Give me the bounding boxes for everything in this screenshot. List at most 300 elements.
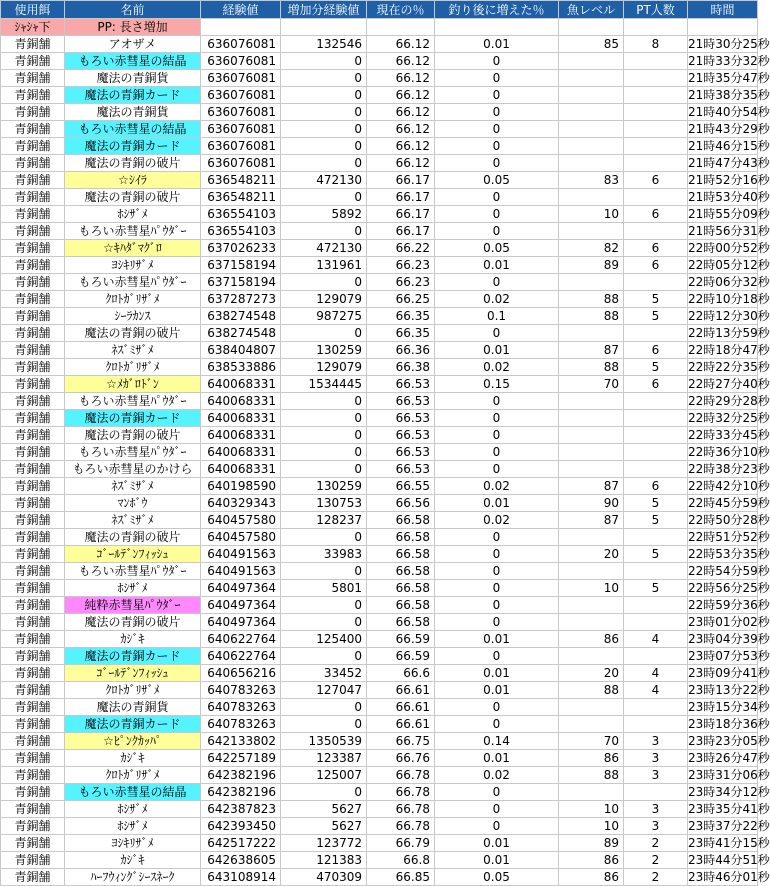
time-cell[interactable]: 22時06分32秒	[688, 275, 770, 289]
gain-cell[interactable]: 0	[281, 427, 367, 444]
inc-cell[interactable]: 0.01	[435, 750, 559, 767]
pct-cell[interactable]: 66.25	[367, 291, 435, 308]
exp-cell[interactable]: 636076081	[201, 36, 281, 53]
bait-cell[interactable]: 青銅舗	[1, 444, 65, 461]
gain-cell[interactable]: 0	[281, 716, 367, 733]
time-cell[interactable]: 21時33分32秒	[688, 54, 770, 68]
pt-cell[interactable]: 6	[624, 478, 688, 495]
pct-cell[interactable]: 66.53	[367, 376, 435, 393]
exp-cell[interactable]: 640783263	[201, 699, 281, 716]
gain-cell[interactable]: 0	[281, 444, 367, 461]
gain-cell[interactable]: 129079	[281, 291, 367, 308]
exp-cell[interactable]: 643108914	[201, 869, 281, 886]
pt-cell[interactable]	[624, 104, 688, 121]
bait-cell[interactable]: 青銅舗	[1, 580, 65, 597]
lvl-cell[interactable]	[559, 274, 624, 291]
time-cell[interactable]: 23時34分12秒	[688, 785, 770, 799]
lvl-cell[interactable]	[559, 614, 624, 631]
inc-cell[interactable]: 0	[435, 529, 559, 546]
pt-cell[interactable]: 3	[624, 733, 688, 750]
pt-cell[interactable]	[624, 784, 688, 801]
pt-cell[interactable]	[624, 614, 688, 631]
inc-cell[interactable]: 0	[435, 546, 559, 563]
gain-cell[interactable]: 0	[281, 87, 367, 104]
pt-cell[interactable]	[624, 597, 688, 614]
inc-cell[interactable]: 0	[435, 325, 559, 342]
header-inc[interactable]: 釣り後に増えた％	[435, 1, 559, 19]
gain-cell[interactable]: 130753	[281, 495, 367, 512]
pct-cell[interactable]: 66.17	[367, 206, 435, 223]
name-cell[interactable]: 魔法の青銅の破片	[65, 529, 201, 546]
pt-cell[interactable]: 8	[624, 36, 688, 53]
lvl-cell[interactable]	[559, 716, 624, 733]
pt-cell[interactable]: 6	[624, 376, 688, 393]
pct-cell[interactable]: 66.35	[367, 325, 435, 342]
name-cell[interactable]: ☆ﾒｶﾞﾛﾄﾞﾝ	[65, 376, 201, 393]
table-cell[interactable]	[624, 19, 688, 36]
bait-cell[interactable]: 青銅舗	[1, 240, 65, 257]
table-cell[interactable]	[367, 19, 435, 36]
gain-cell[interactable]: 472130	[281, 240, 367, 257]
time-cell[interactable]: 22時36分10秒	[688, 445, 770, 459]
exp-cell[interactable]: 636076081	[201, 138, 281, 155]
inc-cell[interactable]: 0	[435, 138, 559, 155]
gain-cell[interactable]: 0	[281, 223, 367, 240]
bait-cell[interactable]: 青銅舗	[1, 512, 65, 529]
pt-cell[interactable]	[624, 53, 688, 70]
time-cell[interactable]: 21時46分15秒	[688, 139, 770, 153]
pt-cell[interactable]: 2	[624, 852, 688, 869]
lvl-cell[interactable]	[559, 393, 624, 410]
pct-cell[interactable]: 66.17	[367, 172, 435, 189]
lvl-cell[interactable]: 87	[559, 512, 624, 529]
gain-cell[interactable]: 132546	[281, 36, 367, 53]
pct-cell[interactable]: 66.85	[367, 869, 435, 886]
bait-cell[interactable]: 青銅舗	[1, 359, 65, 376]
lvl-cell[interactable]	[559, 529, 624, 546]
name-cell[interactable]: ｸﾛﾄｶﾞﾘｻﾞﾒ	[65, 359, 201, 376]
bait-cell[interactable]: 青銅舗	[1, 410, 65, 427]
time-cell[interactable]: 21時30分25秒	[688, 37, 770, 51]
time-cell[interactable]: 23時37分22秒	[688, 819, 770, 833]
pct-cell[interactable]: 66.53	[367, 393, 435, 410]
inc-cell[interactable]: 0.01	[435, 665, 559, 682]
lvl-cell[interactable]: 20	[559, 665, 624, 682]
inc-cell[interactable]: 0.01	[435, 835, 559, 852]
bait-cell[interactable]: 青銅舗	[1, 478, 65, 495]
exp-cell[interactable]: 640068331	[201, 461, 281, 478]
inc-cell[interactable]: 0	[435, 274, 559, 291]
bait-cell[interactable]: 青銅舗	[1, 767, 65, 784]
bait-cell[interactable]: 青銅舗	[1, 852, 65, 869]
pt-cell[interactable]	[624, 87, 688, 104]
lvl-cell[interactable]	[559, 444, 624, 461]
pt-cell[interactable]	[624, 563, 688, 580]
exp-cell[interactable]: 640068331	[201, 393, 281, 410]
gain-cell[interactable]: 127047	[281, 682, 367, 699]
time-cell[interactable]: 21時56分31秒	[688, 224, 770, 238]
pt-cell[interactable]	[624, 699, 688, 716]
pt-cell[interactable]: 3	[624, 750, 688, 767]
exp-cell[interactable]: 636554103	[201, 223, 281, 240]
pt-cell[interactable]	[624, 461, 688, 478]
exp-cell[interactable]: 636076081	[201, 155, 281, 172]
exp-cell[interactable]: 636076081	[201, 121, 281, 138]
inc-cell[interactable]: 0	[435, 189, 559, 206]
bait-cell[interactable]: 青銅舗	[1, 70, 65, 87]
bait-cell[interactable]: 青銅舗	[1, 376, 65, 393]
gain-cell[interactable]: 5627	[281, 801, 367, 818]
time-cell[interactable]: 22時59分36秒	[688, 598, 770, 612]
lvl-cell[interactable]	[559, 155, 624, 172]
name-cell[interactable]: ﾈｽﾞﾐｻﾞﾒ	[65, 342, 201, 359]
bait-cell[interactable]: 青銅舗	[1, 818, 65, 835]
name-cell[interactable]: ｶｼﾞｷ	[65, 852, 201, 869]
inc-cell[interactable]: 0.15	[435, 376, 559, 393]
lvl-cell[interactable]	[559, 410, 624, 427]
inc-cell[interactable]: 0	[435, 648, 559, 665]
pct-cell[interactable]: 66.58	[367, 563, 435, 580]
name-cell[interactable]: 魔法の青銅カード	[65, 138, 201, 155]
gain-cell[interactable]: 987275	[281, 308, 367, 325]
inc-cell[interactable]: 0	[435, 53, 559, 70]
inc-cell[interactable]: 0.01	[435, 495, 559, 512]
time-cell[interactable]: 22時18分47秒	[688, 343, 770, 357]
bait-cell[interactable]: 青銅舗	[1, 835, 65, 852]
inc-cell[interactable]: 0.02	[435, 767, 559, 784]
name-cell[interactable]: もろい赤彗星の結晶	[65, 53, 201, 70]
name-cell[interactable]: もろい赤彗星のかけら	[65, 461, 201, 478]
exp-cell[interactable]: 636076081	[201, 87, 281, 104]
name-cell[interactable]: ｺﾞｰﾙﾃﾞﾝﾌｨｯｼｭ	[65, 665, 201, 682]
header-name[interactable]: 名前	[65, 1, 201, 19]
pt-cell[interactable]: 5	[624, 359, 688, 376]
lvl-cell[interactable]: 89	[559, 835, 624, 852]
exp-cell[interactable]: 640497364	[201, 597, 281, 614]
bait-cell[interactable]: 青銅舗	[1, 665, 65, 682]
gain-cell[interactable]: 121383	[281, 852, 367, 869]
header-pt[interactable]: PT人数	[624, 1, 688, 19]
gain-cell[interactable]: 125007	[281, 767, 367, 784]
exp-cell[interactable]: 638274548	[201, 308, 281, 325]
inc-cell[interactable]: 0	[435, 801, 559, 818]
gain-cell[interactable]: 125400	[281, 631, 367, 648]
time-cell[interactable]: 23時23分05秒	[688, 734, 770, 748]
pt-cell[interactable]	[624, 325, 688, 342]
bait-cell[interactable]: 青銅舗	[1, 546, 65, 563]
exp-cell[interactable]: 640656216	[201, 665, 281, 682]
gain-cell[interactable]: 130259	[281, 478, 367, 495]
bait-cell[interactable]: 青銅舗	[1, 699, 65, 716]
time-cell[interactable]: 21時47分43秒	[688, 156, 770, 170]
inc-cell[interactable]: 0	[435, 121, 559, 138]
time-cell[interactable]: 22時51分52秒	[688, 530, 770, 544]
lvl-cell[interactable]	[559, 325, 624, 342]
exp-cell[interactable]: 638274548	[201, 325, 281, 342]
name-cell[interactable]: もろい赤彗星ﾊﾟｳﾀﾞｰ	[65, 393, 201, 410]
gain-cell[interactable]: 5801	[281, 580, 367, 597]
lvl-cell[interactable]: 87	[559, 342, 624, 359]
inc-cell[interactable]: 0	[435, 444, 559, 461]
inc-cell[interactable]: 0.02	[435, 512, 559, 529]
lvl-cell[interactable]: 88	[559, 291, 624, 308]
inc-cell[interactable]: 0.1	[435, 308, 559, 325]
gain-cell[interactable]: 33983	[281, 546, 367, 563]
inc-cell[interactable]: 0	[435, 563, 559, 580]
time-cell[interactable]: 22時22分35秒	[688, 360, 770, 374]
gain-cell[interactable]: 0	[281, 784, 367, 801]
name-cell[interactable]: ｶｼﾞｷ	[65, 750, 201, 767]
pt-cell[interactable]: 6	[624, 240, 688, 257]
lvl-cell[interactable]: 86	[559, 852, 624, 869]
name-cell[interactable]: 魔法の青銅の破片	[65, 427, 201, 444]
gain-cell[interactable]: 130259	[281, 342, 367, 359]
name-cell[interactable]: ﾎｼｻﾞﾒ	[65, 580, 201, 597]
time-cell[interactable]: 22時54分59秒	[688, 564, 770, 578]
name-cell[interactable]: 純粋赤彗星ﾊﾟｳﾀﾞｰ	[65, 597, 201, 614]
bait-cell[interactable]: 青銅舗	[1, 597, 65, 614]
header-time[interactable]: 時間	[688, 1, 758, 19]
gain-cell[interactable]: 0	[281, 461, 367, 478]
exp-cell[interactable]: 642133802	[201, 733, 281, 750]
name-cell[interactable]: ﾈｽﾞﾐｻﾞﾒ	[65, 512, 201, 529]
bait-cell[interactable]: 青銅舗	[1, 138, 65, 155]
exp-cell[interactable]: 637158194	[201, 257, 281, 274]
gain-cell[interactable]: 128237	[281, 512, 367, 529]
gain-cell[interactable]: 0	[281, 699, 367, 716]
time-cell[interactable]: 22時53分35秒	[688, 547, 770, 561]
exp-cell[interactable]: 642257189	[201, 750, 281, 767]
lvl-cell[interactable]	[559, 104, 624, 121]
bait-cell[interactable]: 青銅舗	[1, 36, 65, 53]
name-cell[interactable]: 魔法の青銅カード	[65, 716, 201, 733]
inc-cell[interactable]: 0	[435, 410, 559, 427]
pct-cell[interactable]: 66.78	[367, 818, 435, 835]
exp-cell[interactable]: 640783263	[201, 716, 281, 733]
bait-cell[interactable]: 青銅舗	[1, 495, 65, 512]
name-cell[interactable]: ｺﾞｰﾙﾃﾞﾝﾌｨｯｼｭ	[65, 546, 201, 563]
bait-cell[interactable]: 青銅舗	[1, 87, 65, 104]
exp-cell[interactable]: 642387823	[201, 801, 281, 818]
inc-cell[interactable]: 0	[435, 393, 559, 410]
table-cell[interactable]	[559, 19, 624, 36]
time-cell[interactable]: 21時38分35秒	[688, 88, 770, 102]
header-exp[interactable]: 経験値	[201, 1, 281, 19]
inc-cell[interactable]: 0.14	[435, 733, 559, 750]
gain-cell[interactable]: 33452	[281, 665, 367, 682]
exp-cell[interactable]: 642638605	[201, 852, 281, 869]
bait-cell[interactable]: 青銅舗	[1, 529, 65, 546]
name-cell[interactable]: 魔法の青銅カード	[65, 648, 201, 665]
header-pct[interactable]: 現在の％	[367, 1, 435, 19]
lvl-cell[interactable]	[559, 53, 624, 70]
pt-cell[interactable]	[624, 189, 688, 206]
inc-cell[interactable]: 0	[435, 155, 559, 172]
name-cell[interactable]: もろい赤彗星ﾊﾟｳﾀﾞｰ	[65, 563, 201, 580]
inc-cell[interactable]: 0.05	[435, 172, 559, 189]
inc-cell[interactable]: 0.05	[435, 240, 559, 257]
bait-cell[interactable]: 青銅舗	[1, 53, 65, 70]
exp-cell[interactable]: 642517222	[201, 835, 281, 852]
pct-cell[interactable]: 66.55	[367, 478, 435, 495]
name-cell[interactable]: 魔法の青銅の破片	[65, 325, 201, 342]
exp-cell[interactable]: 640457580	[201, 529, 281, 546]
gain-cell[interactable]: 0	[281, 155, 367, 172]
lvl-cell[interactable]: 86	[559, 869, 624, 886]
exp-cell[interactable]: 640491563	[201, 563, 281, 580]
bait-cell[interactable]: 青銅舗	[1, 393, 65, 410]
pct-cell[interactable]: 66.53	[367, 444, 435, 461]
pt-cell[interactable]: 5	[624, 291, 688, 308]
pt-cell[interactable]: 4	[624, 682, 688, 699]
bait-cell[interactable]: 青銅舗	[1, 733, 65, 750]
pct-cell[interactable]: 66.17	[367, 223, 435, 240]
pct-cell[interactable]: 66.59	[367, 631, 435, 648]
lvl-cell[interactable]: 86	[559, 631, 624, 648]
time-cell[interactable]: 22時00分52秒	[688, 241, 770, 255]
lvl-cell[interactable]	[559, 699, 624, 716]
inc-cell[interactable]: 0	[435, 70, 559, 87]
exp-cell[interactable]: 640497364	[201, 580, 281, 597]
pt-cell[interactable]	[624, 274, 688, 291]
time-cell[interactable]: 23時18分36秒	[688, 717, 770, 731]
inc-cell[interactable]: 0	[435, 614, 559, 631]
bait-cell[interactable]: 青銅舗	[1, 682, 65, 699]
pct-cell[interactable]: 66.23	[367, 274, 435, 291]
name-cell[interactable]: もろい赤彗星ﾊﾟｳﾀﾞｰ	[65, 444, 201, 461]
pt-cell[interactable]: 5	[624, 495, 688, 512]
pct-cell[interactable]: 66.12	[367, 104, 435, 121]
exp-cell[interactable]: 640491563	[201, 546, 281, 563]
bait-cell[interactable]: 青銅舗	[1, 325, 65, 342]
gain-cell[interactable]: 0	[281, 529, 367, 546]
lvl-cell[interactable]: 70	[559, 733, 624, 750]
lvl-cell[interactable]	[559, 87, 624, 104]
pt-cell[interactable]: 6	[624, 257, 688, 274]
time-cell[interactable]: 22時42分10秒	[688, 479, 770, 493]
name-cell[interactable]: ﾖｼｷﾘｻﾞﾒ	[65, 257, 201, 274]
inc-cell[interactable]: 0.01	[435, 36, 559, 53]
time-cell[interactable]: 22時05分12秒	[688, 258, 770, 272]
name-cell[interactable]: アオザメ	[65, 36, 201, 53]
sub-header-bait[interactable]: ｼｬｼｬ下	[1, 19, 65, 36]
lvl-cell[interactable]: 90	[559, 495, 624, 512]
gain-cell[interactable]: 0	[281, 104, 367, 121]
pt-cell[interactable]: 3	[624, 818, 688, 835]
header-gain[interactable]: 増加分経験値	[281, 1, 367, 19]
bait-cell[interactable]: 青銅舗	[1, 869, 65, 886]
pct-cell[interactable]: 66.76	[367, 750, 435, 767]
inc-cell[interactable]: 0.01	[435, 342, 559, 359]
time-cell[interactable]: 22時32分25秒	[688, 411, 770, 425]
lvl-cell[interactable]	[559, 121, 624, 138]
table-cell[interactable]	[688, 19, 758, 36]
pt-cell[interactable]	[624, 648, 688, 665]
exp-cell[interactable]: 636076081	[201, 104, 281, 121]
pt-cell[interactable]: 2	[624, 835, 688, 852]
time-cell[interactable]: 22時56分25秒	[688, 581, 770, 595]
bait-cell[interactable]: 青銅舗	[1, 461, 65, 478]
pt-cell[interactable]	[624, 716, 688, 733]
bait-cell[interactable]: 青銅舗	[1, 614, 65, 631]
bait-cell[interactable]: 青銅舗	[1, 206, 65, 223]
pct-cell[interactable]: 66.12	[367, 53, 435, 70]
pct-cell[interactable]: 66.61	[367, 716, 435, 733]
pct-cell[interactable]: 66.58	[367, 546, 435, 563]
time-cell[interactable]: 23時04分39秒	[688, 632, 770, 646]
gain-cell[interactable]: 0	[281, 410, 367, 427]
pt-cell[interactable]	[624, 155, 688, 172]
gain-cell[interactable]: 123772	[281, 835, 367, 852]
lvl-cell[interactable]: 87	[559, 478, 624, 495]
lvl-cell[interactable]: 20	[559, 546, 624, 563]
inc-cell[interactable]: 0	[435, 461, 559, 478]
lvl-cell[interactable]: 89	[559, 257, 624, 274]
lvl-cell[interactable]: 88	[559, 682, 624, 699]
pt-cell[interactable]: 5	[624, 512, 688, 529]
name-cell[interactable]: 魔法の青銅カード	[65, 410, 201, 427]
pt-cell[interactable]: 2	[624, 869, 688, 886]
lvl-cell[interactable]: 88	[559, 359, 624, 376]
exp-cell[interactable]: 640198590	[201, 478, 281, 495]
name-cell[interactable]: ﾎｼｻﾞﾒ	[65, 818, 201, 835]
pt-cell[interactable]: 6	[624, 342, 688, 359]
pct-cell[interactable]: 66.12	[367, 155, 435, 172]
bait-cell[interactable]: 青銅舗	[1, 801, 65, 818]
exp-cell[interactable]: 642393450	[201, 818, 281, 835]
inc-cell[interactable]: 0.02	[435, 359, 559, 376]
time-cell[interactable]: 22時45分59秒	[688, 496, 770, 510]
inc-cell[interactable]: 0.01	[435, 852, 559, 869]
exp-cell[interactable]: 636076081	[201, 70, 281, 87]
pct-cell[interactable]: 66.12	[367, 138, 435, 155]
name-cell[interactable]: ☆ﾋﾟﾝｸｶｯﾊﾟ	[65, 733, 201, 750]
exp-cell[interactable]: 640497364	[201, 614, 281, 631]
lvl-cell[interactable]: 10	[559, 801, 624, 818]
name-cell[interactable]: ﾎｼｻﾞﾒ	[65, 206, 201, 223]
exp-cell[interactable]: 637026233	[201, 240, 281, 257]
time-cell[interactable]: 22時10分18秒	[688, 292, 770, 306]
table-cell[interactable]	[281, 19, 367, 36]
bait-cell[interactable]: 青銅舗	[1, 716, 65, 733]
pt-cell[interactable]	[624, 138, 688, 155]
name-cell[interactable]: 魔法の青銅の破片	[65, 614, 201, 631]
lvl-cell[interactable]	[559, 189, 624, 206]
lvl-cell[interactable]: 10	[559, 580, 624, 597]
bait-cell[interactable]: 青銅舗	[1, 257, 65, 274]
exp-cell[interactable]: 640329343	[201, 495, 281, 512]
time-cell[interactable]: 23時07分53秒	[688, 649, 770, 663]
inc-cell[interactable]: 0	[435, 699, 559, 716]
pt-cell[interactable]: 6	[624, 172, 688, 189]
gain-cell[interactable]: 0	[281, 121, 367, 138]
gain-cell[interactable]: 0	[281, 325, 367, 342]
lvl-cell[interactable]	[559, 648, 624, 665]
table-cell[interactable]	[201, 19, 281, 36]
exp-cell[interactable]: 636548211	[201, 189, 281, 206]
time-cell[interactable]: 23時44分51秒	[688, 853, 770, 867]
pct-cell[interactable]: 66.58	[367, 614, 435, 631]
bait-cell[interactable]: 青銅舗	[1, 274, 65, 291]
time-cell[interactable]: 21時52分16秒	[688, 173, 770, 187]
exp-cell[interactable]: 640068331	[201, 376, 281, 393]
pt-cell[interactable]: 6	[624, 206, 688, 223]
inc-cell[interactable]: 0	[435, 427, 559, 444]
exp-cell[interactable]: 640622764	[201, 631, 281, 648]
name-cell[interactable]: ☆ｼｲﾗ	[65, 172, 201, 189]
time-cell[interactable]: 22時12分30秒	[688, 309, 770, 323]
exp-cell[interactable]: 637158194	[201, 274, 281, 291]
